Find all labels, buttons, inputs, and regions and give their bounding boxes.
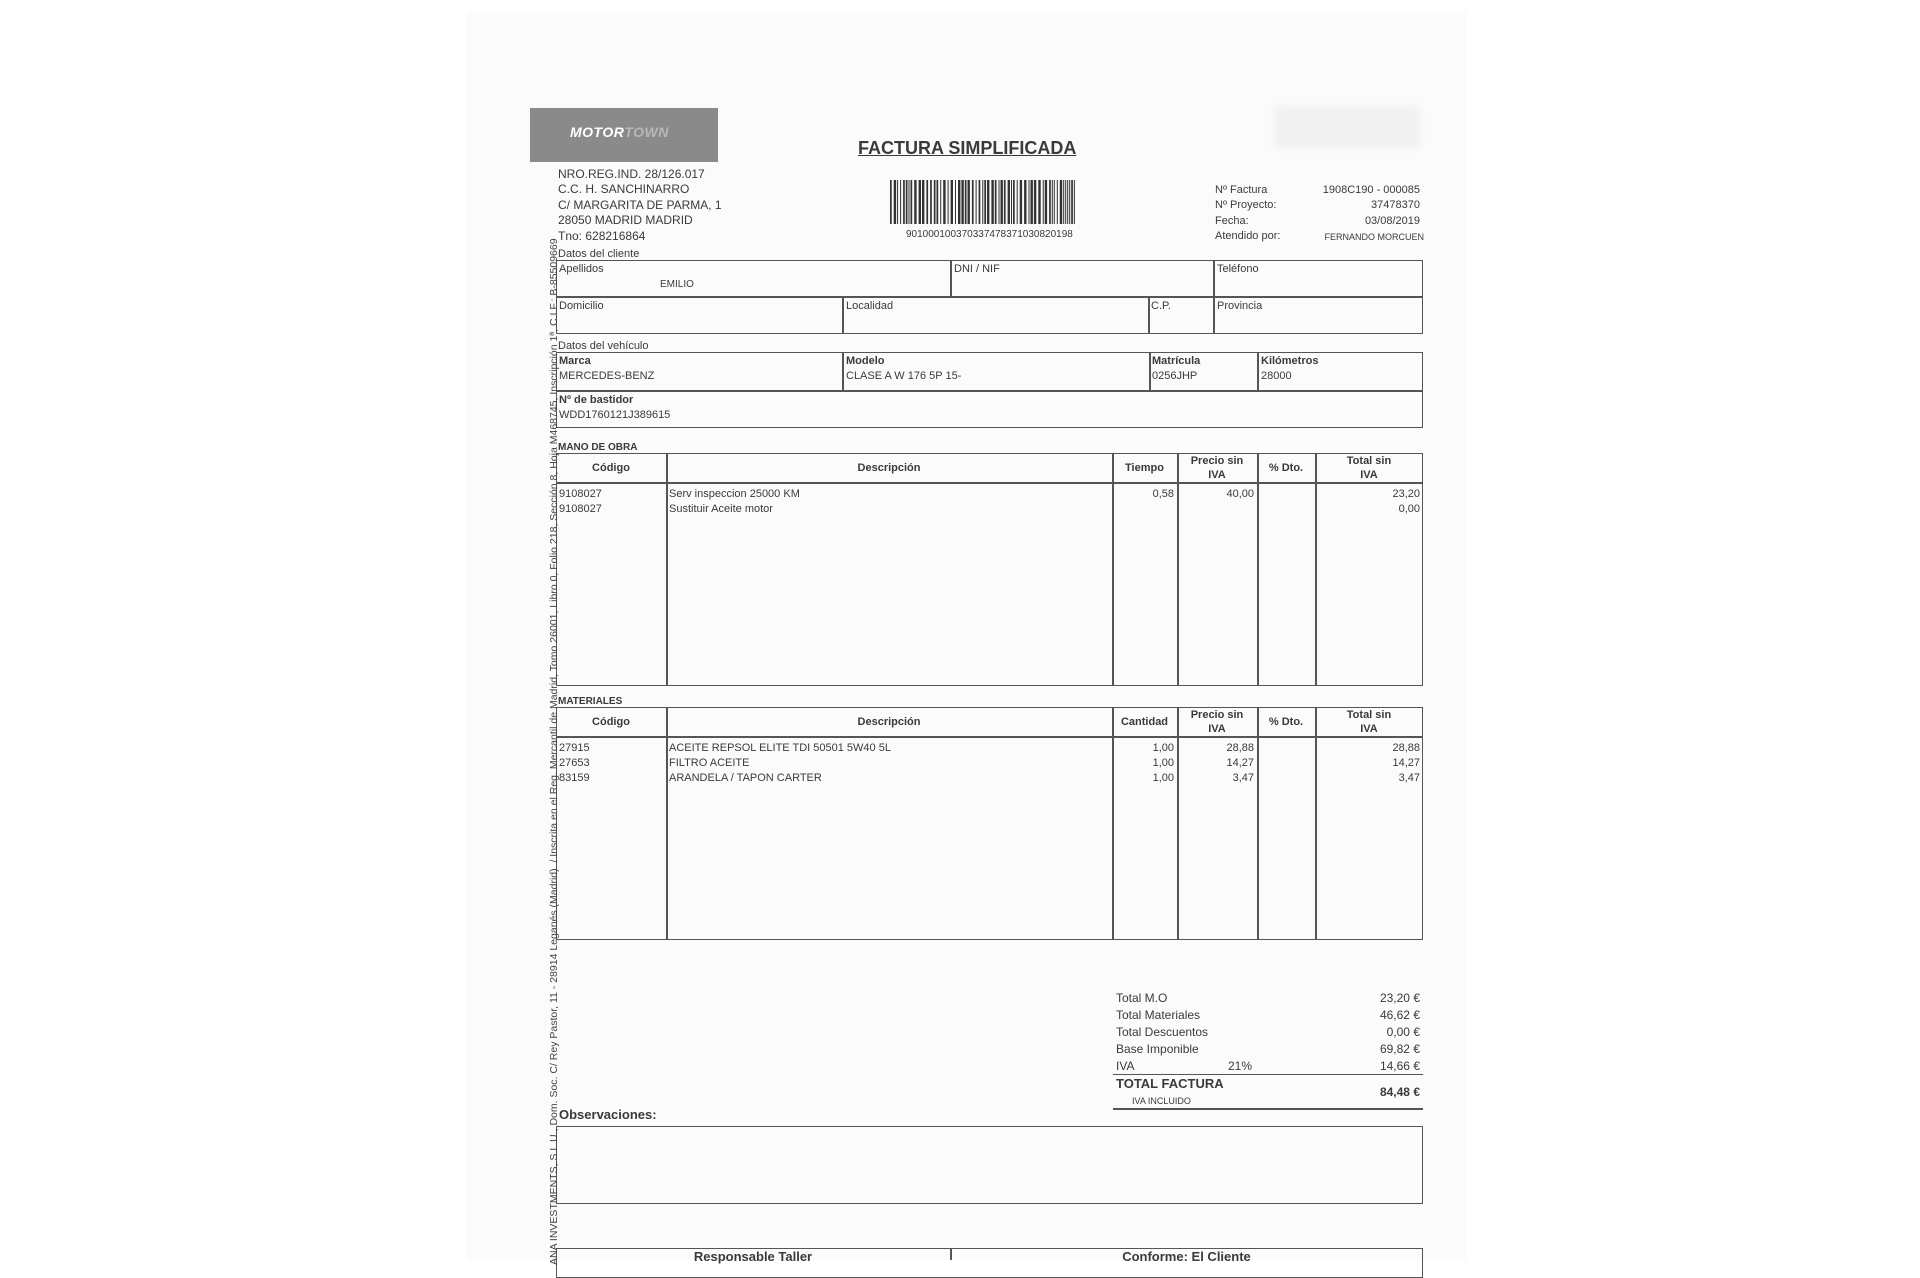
material-total: 14,27 <box>1392 757 1420 769</box>
material-codigo: 27653 <box>559 757 590 769</box>
meta-label: Nº Proyecto: <box>1215 199 1277 211</box>
labor-descripcion: Serv inspeccion 25000 KM <box>669 488 800 500</box>
barcode-bar <box>1069 180 1070 224</box>
observaciones-label: Observaciones: <box>559 1107 657 1122</box>
marca-label: Marca <box>559 355 591 367</box>
barcode-bar <box>1024 180 1026 224</box>
materials-header-descripcion: Descripción <box>857 716 921 728</box>
labor-header-precio-iva: IVA <box>1208 469 1226 481</box>
labor-precio: 40,00 <box>1226 488 1254 500</box>
barcode-bar <box>1074 180 1075 224</box>
labor-tiempo: 0,58 <box>1152 488 1174 500</box>
barcode-bar <box>922 180 924 224</box>
material-total: 3,47 <box>1398 772 1420 784</box>
vehicle-section-label: Datos del vehículo <box>558 340 649 352</box>
total-label: Total Materiales <box>1116 1008 1201 1022</box>
meta-label: Fecha: <box>1215 215 1249 227</box>
barcode-bar <box>1011 180 1012 224</box>
iva-rate: 21% <box>1228 1059 1253 1073</box>
grand-total-value: 84,48 € <box>1379 1085 1420 1099</box>
total-label: IVA <box>1116 1059 1135 1073</box>
material-total: 28,88 <box>1392 742 1420 754</box>
barcode-bar <box>951 180 953 224</box>
barcode-bar <box>906 180 908 224</box>
material-codigo: 83159 <box>559 772 590 784</box>
labor-total: 23,20 <box>1392 488 1420 500</box>
company-line: 28050 MADRID MADRID <box>558 213 693 227</box>
barcode-bar <box>1063 180 1064 224</box>
marca-value: MERCEDES-BENZ <box>559 370 655 382</box>
barcode-bar <box>934 180 936 224</box>
labor-header-codigo: Código <box>592 462 630 474</box>
divider <box>1149 352 1151 392</box>
barcode-bar <box>1038 180 1040 224</box>
barcode-bar <box>955 180 956 224</box>
labor-descripcion: Sustituir Aceite motor <box>669 503 773 515</box>
barcode-bar <box>1013 180 1015 224</box>
telefono-label <box>1217 262 1259 268</box>
total-value: 23,20 € <box>1379 991 1420 1005</box>
legal-vertical-text: ANA INVESTMENTS, S.L.U., Dom. Soc. C/ Rey Pastor, 11 - 28914 Leganés (Madrid). / Inscrita en el Reg. Mercantil de Madrid, Tomo 26001, Libro 0, Folio 218, Sección 8, Hoja M468745, Inscripción 1ª, C.I.F.: B-85509669 <box>548 238 560 1265</box>
divider <box>1213 296 1215 334</box>
divider <box>950 260 952 298</box>
total-value: 0,00 € <box>1386 1025 1420 1039</box>
dni-label <box>954 262 1000 268</box>
materials-header-total-iva: IVA <box>1360 723 1378 735</box>
material-cantidad: 1,00 <box>1152 772 1174 784</box>
barcode-bar <box>965 180 967 224</box>
total-value: 69,82 € <box>1379 1042 1420 1056</box>
barcode-bar <box>995 180 997 224</box>
invoice-date: 03/08/2019 <box>1364 215 1420 227</box>
materials-header-precio: Precio sin <box>1190 709 1244 721</box>
barcode-bar <box>1067 180 1068 224</box>
labor-codigo: 9108027 <box>559 488 602 500</box>
grand-total-label: TOTAL FACTURA <box>1116 1076 1224 1091</box>
barcode-bar <box>1045 180 1047 224</box>
vehicle-row-2 <box>556 390 1423 428</box>
observaciones-box <box>556 1126 1423 1204</box>
labor-header-descripcion: Descripción <box>857 462 921 474</box>
labor-codigo: 9108027 <box>559 503 602 515</box>
barcode-bar <box>972 180 974 224</box>
project-number: 37478370 <box>1371 199 1420 211</box>
provincia-label: Provincia <box>1217 300 1263 312</box>
barcode-bar <box>1052 180 1053 224</box>
cp-label: C.P. <box>1151 300 1171 312</box>
divider <box>842 352 844 392</box>
material-cantidad: 1,00 <box>1152 742 1174 754</box>
barcode-bar <box>1060 180 1062 224</box>
barcode-bar <box>958 180 960 224</box>
barcode-number: 901000100370337478371030820198 <box>906 229 1073 240</box>
barcode-bar <box>1031 180 1033 224</box>
meta-label: Atendido por: <box>1215 230 1281 242</box>
divider <box>1257 707 1259 940</box>
barcode-bar <box>914 180 916 224</box>
motortown-logo: MOTORTOWN <box>530 108 718 162</box>
labor-header-tiempo: Tiempo <box>1125 462 1164 474</box>
barcode-bar <box>991 180 993 224</box>
labor-header-total: Total sin <box>1346 455 1392 467</box>
material-precio: 3,47 <box>1232 772 1254 784</box>
client-row-2 <box>556 296 1423 334</box>
barcode-bar <box>940 180 941 224</box>
material-descripcion: ACEITE REPSOL ELITE TDI 50501 5W40 5L <box>669 742 891 754</box>
barcode-bar <box>897 180 898 224</box>
company-line: C/ MARGARITA DE PARMA, 1 <box>558 198 722 212</box>
barcode-bar <box>909 180 910 224</box>
barcode-bar <box>919 180 921 224</box>
attended-by: FERNANDO MORCUEN <box>1324 232 1424 242</box>
barcode-bar <box>1020 180 1022 224</box>
material-descripcion: ARANDELA / TAPON CARTER <box>669 772 822 784</box>
materials-header-precio-iva: IVA <box>1208 723 1226 735</box>
divider <box>1213 260 1215 298</box>
barcode-bar <box>968 180 970 224</box>
invoice-title: FACTURA SIMPLIFICADA <box>858 138 1077 158</box>
barcode-bar <box>1049 180 1051 224</box>
company-line: C.C. H. SANCHINARRO <box>558 182 690 196</box>
grand-total-sub: IVA INCLUIDO <box>1132 1096 1191 1106</box>
barcode-bar <box>961 180 963 224</box>
barcode-bar <box>948 180 949 224</box>
barcode-bar <box>900 180 901 224</box>
faded-stamp <box>1275 106 1420 148</box>
divider <box>1257 352 1259 392</box>
labor-total: 0,00 <box>1398 503 1420 515</box>
material-precio: 14,27 <box>1226 757 1254 769</box>
matricula-value: 0256JHP <box>1152 370 1198 382</box>
material-descripcion: FILTRO ACEITE <box>669 757 750 769</box>
bastidor-label: Nº de bastidor <box>559 394 634 406</box>
client-section-label: Datos del cliente <box>558 248 640 260</box>
barcode-bar <box>987 180 989 224</box>
barcode-bar <box>999 180 1000 224</box>
modelo-label: Modelo <box>846 355 885 367</box>
divider <box>1113 1108 1423 1110</box>
matricula-label: Matrícula <box>1152 355 1201 367</box>
barcode-bar <box>1034 180 1036 224</box>
barcode-bar <box>1054 180 1055 224</box>
labor-header-precio: Precio sin <box>1190 455 1244 467</box>
material-cantidad: 1,00 <box>1152 757 1174 769</box>
materials-section-label: MATERIALES <box>558 696 623 707</box>
materials-header-total: Total sin <box>1346 709 1392 721</box>
material-precio: 28,88 <box>1226 742 1254 754</box>
barcode-bar <box>1017 180 1018 224</box>
barcode-bar <box>926 180 928 224</box>
materials-header-codigo: Código <box>592 716 630 728</box>
barcode-bar <box>984 180 986 224</box>
material-codigo: 27915 <box>559 742 590 754</box>
labor-header-dto: % Dto. <box>1268 462 1304 474</box>
company-line: NRO.REG.IND. 28/126.017 <box>558 167 705 181</box>
barcode <box>888 180 1076 224</box>
signature-cliente: Conforme: El Cliente <box>1122 1249 1251 1264</box>
company-line: Tno: 628216864 <box>558 229 646 243</box>
materials-header-cantidad: Cantidad <box>1120 716 1169 728</box>
bastidor-value: WDD1760121J389615 <box>559 409 671 421</box>
total-value: 46,62 € <box>1379 1008 1420 1022</box>
labor-section-label: MANO DE OBRA <box>558 442 638 453</box>
barcode-bar <box>1008 180 1010 224</box>
apellidos-label <box>559 262 604 268</box>
total-label: Total M.O <box>1116 991 1168 1005</box>
modelo-value: CLASE A W 176 5P 15- <box>846 370 962 382</box>
barcode-bar <box>1065 180 1066 224</box>
client-name-fragment <box>660 278 694 284</box>
divider <box>666 453 668 686</box>
barcode-bar <box>937 180 939 224</box>
barcode-bar <box>976 180 977 224</box>
barcode-bar <box>1057 180 1058 224</box>
divider <box>1257 453 1259 686</box>
barcode-bar <box>930 180 932 224</box>
barcode-bar <box>1004 180 1006 224</box>
signature-taller: Responsable Taller <box>693 1249 813 1264</box>
barcode-bar <box>1029 180 1030 224</box>
barcode-bar <box>1043 180 1044 224</box>
barcode-bar <box>894 180 896 224</box>
divider <box>1113 1074 1423 1075</box>
barcode-bar <box>903 180 905 224</box>
divider <box>556 736 1423 738</box>
barcode-bar <box>979 180 981 224</box>
barcode-bar <box>982 180 983 224</box>
barcode-bar <box>943 180 945 224</box>
meta-label: Nº Factura <box>1215 184 1268 196</box>
labor-header-total-iva: IVA <box>1360 469 1378 481</box>
total-label: Base Imponible <box>1116 1042 1199 1056</box>
barcode-bar <box>890 180 892 224</box>
materials-header-dto: % Dto. <box>1268 716 1304 728</box>
localidad-label: Localidad <box>846 300 894 312</box>
invoice-number: 1908C190 - 000085 <box>1322 184 1420 196</box>
km-label: Kilómetros <box>1261 355 1319 367</box>
km-value: 28000 <box>1261 370 1292 382</box>
total-label: Total Descuentos <box>1116 1025 1209 1039</box>
divider <box>1148 296 1150 334</box>
divider <box>842 296 844 334</box>
domicilio-label: Domicilio <box>559 300 604 312</box>
total-value: 14,66 € <box>1379 1059 1420 1073</box>
barcode-bar <box>1071 180 1073 224</box>
divider <box>556 482 1423 484</box>
divider <box>666 707 668 940</box>
barcode-bar <box>911 180 913 224</box>
barcode-bar <box>1001 180 1003 224</box>
